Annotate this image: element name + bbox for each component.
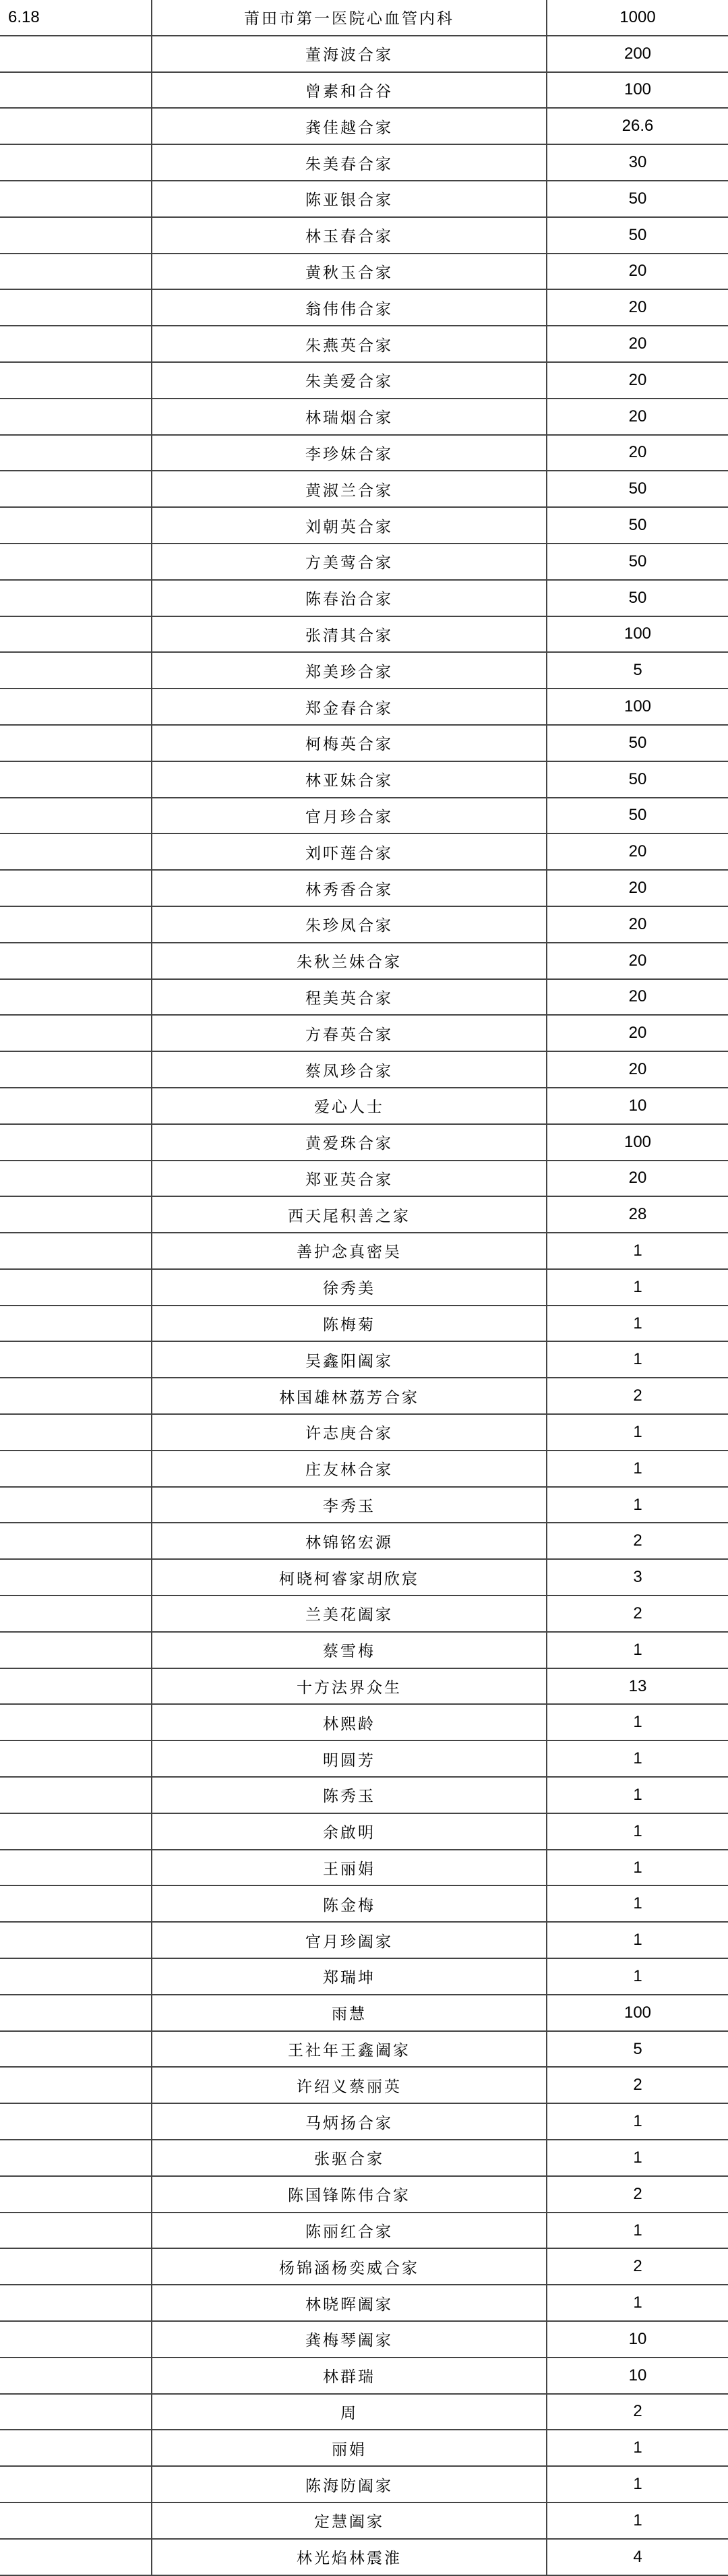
table-row: [0, 1233, 728, 1269]
table-row: [0, 1596, 728, 1632]
amount-cell: 50: [547, 471, 728, 507]
table-row: [0, 1958, 728, 1995]
amount-cell: 100: [547, 1995, 728, 2031]
date-cell: [0, 72, 152, 109]
amount-cell: 2: [547, 1378, 728, 1414]
donor-name-cell: 朱珍凤合家: [152, 906, 547, 943]
table-row: [0, 2502, 728, 2539]
donor-name-cell: 林晓晖阖家: [152, 2285, 547, 2321]
amount-cell: 2: [547, 1596, 728, 1632]
amount-cell: 10: [547, 2321, 728, 2358]
table-row: [0, 289, 728, 326]
date-cell: [0, 2321, 152, 2358]
donor-name-cell: 杨锦涵杨奕威合家: [152, 2248, 547, 2285]
donor-name-cell: 兰美花阖家: [152, 1596, 547, 1632]
date-cell: 6.18: [0, 0, 152, 36]
table-row: [0, 2103, 728, 2140]
donor-name-cell: 李珍妹合家: [152, 435, 547, 471]
donor-name-cell: 柯梅英合家: [152, 725, 547, 761]
amount-cell: 1: [547, 1233, 728, 1269]
date-cell: [0, 471, 152, 507]
amount-cell: 30: [547, 144, 728, 181]
table-row: [0, 1813, 728, 1850]
date-cell: [0, 2213, 152, 2249]
date-cell: [0, 1777, 152, 1813]
donor-name-cell: 曾素和合谷: [152, 72, 547, 109]
date-cell: [0, 2140, 152, 2176]
amount-cell: 50: [547, 217, 728, 254]
donor-name-cell: 柯晓柯睿家胡欣宸: [152, 1559, 547, 1596]
table-row: [0, 544, 728, 580]
table-row: [0, 72, 728, 109]
donor-name-cell: 朱燕英合家: [152, 326, 547, 362]
table-row: [0, 943, 728, 979]
amount-cell: 50: [547, 761, 728, 798]
donor-name-cell: 余啟明: [152, 1813, 547, 1850]
donor-name-cell: 刘朝英合家: [152, 507, 547, 544]
table-row: [0, 1487, 728, 1523]
donor-name-cell: 翁伟伟合家: [152, 289, 547, 326]
date-cell: [0, 798, 152, 834]
date-cell: [0, 761, 152, 798]
table-row: [0, 1196, 728, 1233]
table-row: [0, 1451, 728, 1487]
table-row: [0, 2321, 728, 2358]
amount-cell: 1: [547, 2502, 728, 2539]
date-cell: [0, 254, 152, 290]
date-cell: [0, 399, 152, 435]
date-cell: [0, 362, 152, 399]
table-row: [0, 1740, 728, 1777]
date-cell: [0, 2176, 152, 2213]
amount-cell: 1: [547, 1740, 728, 1777]
amount-cell: 2: [547, 1523, 728, 1559]
donor-name-cell: 徐秀美: [152, 1269, 547, 1306]
donor-name-cell: 张驱合家: [152, 2140, 547, 2176]
table-row: [0, 761, 728, 798]
donor-name-cell: 雨慧: [152, 1995, 547, 2031]
date-cell: [0, 1885, 152, 1922]
table-row: [0, 1161, 728, 1197]
donor-name-cell: 朱秋兰妹合家: [152, 943, 547, 979]
donor-name-cell: 林光焰林震淮: [152, 2539, 547, 2575]
amount-cell: 13: [547, 1668, 728, 1705]
table-row: [0, 833, 728, 870]
table-row: [0, 2466, 728, 2502]
donor-name-cell: 定慧阖家: [152, 2502, 547, 2539]
date-cell: [0, 943, 152, 979]
donor-name-cell: 善护念真密吴: [152, 1233, 547, 1269]
amount-cell: 2: [547, 2248, 728, 2285]
amount-cell: 3: [547, 1559, 728, 1596]
amount-cell: 20: [547, 1015, 728, 1051]
date-cell: [0, 108, 152, 144]
table-row: [0, 326, 728, 362]
table-row: [0, 2140, 728, 2176]
date-cell: [0, 1233, 152, 1269]
table-row: [0, 580, 728, 616]
date-cell: [0, 1813, 152, 1850]
donor-name-cell: 林玉春合家: [152, 217, 547, 254]
donor-name-cell: 蔡雪梅: [152, 1632, 547, 1668]
table-row: [0, 2394, 728, 2430]
date-cell: [0, 1161, 152, 1197]
table-row: [0, 979, 728, 1016]
amount-cell: 100: [547, 72, 728, 109]
table-row: [0, 108, 728, 144]
date-cell: [0, 144, 152, 181]
table-row: [0, 1088, 728, 1124]
amount-cell: 50: [547, 798, 728, 834]
amount-cell: 20: [547, 435, 728, 471]
amount-cell: 1: [547, 1451, 728, 1487]
date-cell: [0, 2466, 152, 2502]
amount-cell: 1: [547, 1922, 728, 1958]
table-row: [0, 2067, 728, 2103]
amount-cell: 20: [547, 254, 728, 290]
date-cell: [0, 1995, 152, 2031]
donor-name-cell: 陈春治合家: [152, 580, 547, 616]
table-row: [0, 1124, 728, 1161]
donor-name-cell: 西天尾积善之家: [152, 1196, 547, 1233]
donor-name-cell: 陈金梅: [152, 1885, 547, 1922]
table-row: [0, 725, 728, 761]
date-cell: [0, 1451, 152, 1487]
table-row: [0, 254, 728, 290]
amount-cell: 100: [547, 616, 728, 653]
amount-cell: 1: [547, 2430, 728, 2466]
table-row: [0, 689, 728, 725]
table-row: [0, 1632, 728, 1668]
amount-cell: 10: [547, 2358, 728, 2394]
donor-name-cell: 黄爱珠合家: [152, 1124, 547, 1161]
date-cell: [0, 1196, 152, 1233]
table-row: [0, 2248, 728, 2285]
table-row: [0, 2031, 728, 2068]
donor-name-cell: 李秀玉: [152, 1487, 547, 1523]
amount-cell: 1: [547, 1958, 728, 1995]
amount-cell: 200: [547, 36, 728, 72]
donor-name-cell: 林亚妹合家: [152, 761, 547, 798]
date-cell: [0, 2539, 152, 2575]
amount-cell: 20: [547, 906, 728, 943]
amount-cell: 50: [547, 725, 728, 761]
amount-cell: 100: [547, 1124, 728, 1161]
amount-cell: 20: [547, 1051, 728, 1088]
amount-cell: 1: [547, 1341, 728, 1378]
date-cell: [0, 1958, 152, 1995]
amount-cell: 1: [547, 1777, 728, 1813]
amount-cell: 20: [547, 399, 728, 435]
amount-cell: 1: [547, 2466, 728, 2502]
donor-name-cell: 蔡凤珍合家: [152, 1051, 547, 1088]
table-row: [0, 1269, 728, 1306]
date-cell: [0, 580, 152, 616]
table-row: [0, 652, 728, 689]
donor-name-cell: 方春英合家: [152, 1015, 547, 1051]
donor-name-cell: 郑金春合家: [152, 689, 547, 725]
table-row: [0, 181, 728, 217]
date-cell: [0, 2394, 152, 2430]
table-row: [0, 1414, 728, 1451]
amount-cell: 2: [547, 2394, 728, 2430]
donor-name-cell: 方美莺合家: [152, 544, 547, 580]
table-row: [0, 2358, 728, 2394]
donor-name-cell: 庄友林合家: [152, 1451, 547, 1487]
date-cell: [0, 1523, 152, 1559]
date-cell: [0, 1015, 152, 1051]
donor-name-cell: 林群瑞: [152, 2358, 547, 2394]
date-cell: [0, 906, 152, 943]
amount-cell: 1: [547, 1269, 728, 1306]
donor-name-cell: 龚梅琴阖家: [152, 2321, 547, 2358]
date-cell: [0, 1341, 152, 1378]
date-cell: [0, 979, 152, 1016]
amount-cell: 1: [547, 1850, 728, 1886]
donor-name-cell: 王社年王鑫阖家: [152, 2031, 547, 2068]
donor-name-cell: 爱心人士: [152, 1088, 547, 1124]
table-row: [0, 1704, 728, 1740]
donor-name-cell: 马炳扬合家: [152, 2103, 547, 2140]
donor-name-cell: 莆田市第一医院心血管内科: [152, 0, 547, 36]
table-row: [0, 1995, 728, 2031]
amount-cell: 20: [547, 362, 728, 399]
date-cell: [0, 326, 152, 362]
date-cell: [0, 2031, 152, 2068]
date-cell: [0, 870, 152, 906]
amount-cell: 50: [547, 580, 728, 616]
donor-name-cell: 龚佳越合家: [152, 108, 547, 144]
date-cell: [0, 1559, 152, 1596]
donor-name-cell: 林瑞烟合家: [152, 399, 547, 435]
table-row: [0, 1777, 728, 1813]
amount-cell: 1: [547, 2213, 728, 2249]
date-cell: [0, 2067, 152, 2103]
donor-name-cell: 许志庚合家: [152, 1414, 547, 1451]
donor-name-cell: 林熙龄: [152, 1704, 547, 1740]
date-cell: [0, 1632, 152, 1668]
table-row: [0, 2176, 728, 2213]
amount-cell: 1: [547, 2285, 728, 2321]
donor-name-cell: 程美英合家: [152, 979, 547, 1016]
amount-cell: 10: [547, 1088, 728, 1124]
date-cell: [0, 689, 152, 725]
donor-name-cell: 林锦铭宏源: [152, 1523, 547, 1559]
date-cell: [0, 1668, 152, 1705]
donor-name-cell: 董海波合家: [152, 36, 547, 72]
table-row: [0, 870, 728, 906]
table-row: [0, 2285, 728, 2321]
amount-cell: 20: [547, 289, 728, 326]
table-row: [0, 2213, 728, 2249]
amount-cell: 20: [547, 1161, 728, 1197]
date-cell: [0, 2248, 152, 2285]
date-cell: [0, 1414, 152, 1451]
date-cell: [0, 1596, 152, 1632]
amount-cell: 1: [547, 1885, 728, 1922]
date-cell: [0, 435, 152, 471]
amount-cell: 2: [547, 2176, 728, 2213]
amount-cell: 20: [547, 979, 728, 1016]
amount-cell: 26.6: [547, 108, 728, 144]
date-cell: [0, 289, 152, 326]
date-cell: [0, 2430, 152, 2466]
table-row: [0, 36, 728, 72]
amount-cell: 50: [547, 181, 728, 217]
amount-cell: 2: [547, 2067, 728, 2103]
table-row: [0, 798, 728, 834]
amount-cell: 1: [547, 1704, 728, 1740]
date-cell: [0, 217, 152, 254]
date-cell: [0, 1051, 152, 1088]
date-cell: [0, 36, 152, 72]
amount-cell: 5: [547, 652, 728, 689]
donor-name-cell: 官月珍阖家: [152, 1922, 547, 1958]
amount-cell: 4: [547, 2539, 728, 2575]
date-cell: [0, 1487, 152, 1523]
date-cell: [0, 1124, 152, 1161]
date-cell: [0, 652, 152, 689]
amount-cell: 1: [547, 2103, 728, 2140]
table-row: [0, 2430, 728, 2466]
donor-name-cell: 陈秀玉: [152, 1777, 547, 1813]
donor-name-cell: 王丽娟: [152, 1850, 547, 1886]
date-cell: [0, 1306, 152, 1342]
table-row: [0, 2539, 728, 2575]
table-row: [0, 0, 728, 36]
amount-cell: 100: [547, 689, 728, 725]
date-cell: [0, 1740, 152, 1777]
table-row: [0, 1668, 728, 1705]
table-row: [0, 616, 728, 653]
amount-cell: 5: [547, 2031, 728, 2068]
table-row: [0, 1306, 728, 1342]
donor-name-cell: 朱美春合家: [152, 144, 547, 181]
donor-name-cell: 周: [152, 2394, 547, 2430]
donor-name-cell: 郑瑞坤: [152, 1958, 547, 1995]
donor-name-cell: 林秀香合家: [152, 870, 547, 906]
date-cell: [0, 1269, 152, 1306]
donor-name-cell: 张清其合家: [152, 616, 547, 653]
date-cell: [0, 2285, 152, 2321]
donor-name-cell: 朱美爱合家: [152, 362, 547, 399]
date-cell: [0, 544, 152, 580]
table-row: [0, 1341, 728, 1378]
amount-cell: 50: [547, 507, 728, 544]
amount-cell: 1: [547, 1632, 728, 1668]
amount-cell: 1: [547, 1414, 728, 1451]
amount-cell: 20: [547, 943, 728, 979]
date-cell: [0, 1922, 152, 1958]
date-cell: [0, 616, 152, 653]
table-row: [0, 1051, 728, 1088]
amount-cell: 1: [547, 1306, 728, 1342]
donor-name-cell: 黄淑兰合家: [152, 471, 547, 507]
donor-name-cell: 陈梅菊: [152, 1306, 547, 1342]
date-cell: [0, 507, 152, 544]
table-row: [0, 1378, 728, 1414]
amount-cell: 20: [547, 833, 728, 870]
donor-name-cell: 陈海防阖家: [152, 2466, 547, 2502]
date-cell: [0, 1704, 152, 1740]
table-row: [0, 507, 728, 544]
date-cell: [0, 2358, 152, 2394]
amount-cell: 1: [547, 1487, 728, 1523]
table-row: [0, 471, 728, 507]
donor-name-cell: 陈亚银合家: [152, 181, 547, 217]
donor-name-cell: 刘吓莲合家: [152, 833, 547, 870]
table-row: [0, 399, 728, 435]
donor-name-cell: 陈国锋陈伟合家: [152, 2176, 547, 2213]
date-cell: [0, 1378, 152, 1414]
donor-name-cell: 黄秋玉合家: [152, 254, 547, 290]
donor-name-cell: 官月珍合家: [152, 798, 547, 834]
donor-name-cell: 郑亚英合家: [152, 1161, 547, 1197]
date-cell: [0, 1088, 152, 1124]
amount-cell: 1: [547, 1813, 728, 1850]
donor-name-cell: 林国雄林荔芳合家: [152, 1378, 547, 1414]
table-row: [0, 362, 728, 399]
amount-cell: 50: [547, 544, 728, 580]
donor-name-cell: 十方法界众生: [152, 1668, 547, 1705]
date-cell: [0, 833, 152, 870]
amount-cell: 20: [547, 870, 728, 906]
table-row: [0, 435, 728, 471]
table-row: [0, 1885, 728, 1922]
amount-cell: 1: [547, 2140, 728, 2176]
donor-name-cell: 吴鑫阳阖家: [152, 1341, 547, 1378]
table-row: [0, 1850, 728, 1886]
amount-cell: 28: [547, 1196, 728, 1233]
table-row: [0, 906, 728, 943]
table-row: [0, 1523, 728, 1559]
date-cell: [0, 2502, 152, 2539]
amount-cell: 1000: [547, 0, 728, 36]
donor-name-cell: 陈丽红合家: [152, 2213, 547, 2249]
table-row: [0, 217, 728, 254]
table-row: [0, 1559, 728, 1596]
amount-cell: 20: [547, 326, 728, 362]
donor-name-cell: 明圆芳: [152, 1740, 547, 1777]
date-cell: [0, 181, 152, 217]
table-row: [0, 1015, 728, 1051]
donor-name-cell: 许绍义蔡丽英: [152, 2067, 547, 2103]
table-row: [0, 144, 728, 181]
donor-name-cell: 丽娟: [152, 2430, 547, 2466]
date-cell: [0, 2103, 152, 2140]
date-cell: [0, 725, 152, 761]
table-row: [0, 1922, 728, 1958]
donor-name-cell: 郑美珍合家: [152, 652, 547, 689]
date-cell: [0, 1850, 152, 1886]
